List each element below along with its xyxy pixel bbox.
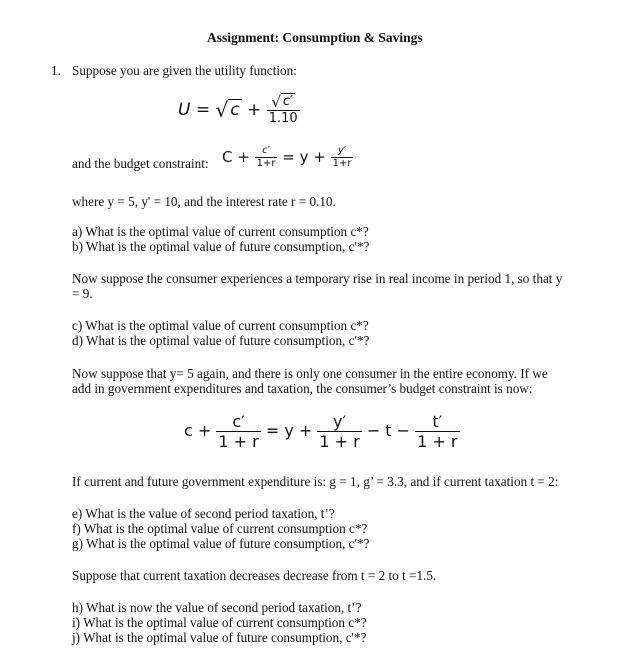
rise-line-1: Now suppose the consumer experiences a temporary rise in real income in period 1, so that y xyxy=(72,271,563,286)
where-text: where y = 5, y' = 10, and the interest rate r = 0.10. xyxy=(72,194,336,209)
question-j: j) What is the optimal value of future consumption, c'*? xyxy=(72,630,367,645)
utility-lhs: U xyxy=(178,100,191,120)
budget2-frac1 xyxy=(216,412,260,451)
budget2-frac2-num: y′ xyxy=(332,412,347,431)
question-a: a) What is the optimal value of current consumption c*? xyxy=(72,224,369,239)
budget-constraint-1 xyxy=(222,145,353,170)
question-i: i) What is the optimal value of current consumption c*? xyxy=(72,615,367,630)
gov-line-2: add in government expenditures and taxation, the consumer’s budget constraint is now: xyxy=(72,381,533,396)
question-g: g) What is the optimal value of future consumption, c'*? xyxy=(72,536,370,551)
page-title: Assignment: Consumption & Savings xyxy=(207,30,423,45)
budget2-frac3 xyxy=(415,412,459,451)
utility-plus: + xyxy=(247,100,262,120)
sqrt-symbol: √ xyxy=(215,98,229,122)
sqrt-c-body: c xyxy=(230,100,240,120)
question-intro: Suppose you are given the utility function: xyxy=(72,63,297,78)
budget1-frac1 xyxy=(255,145,278,170)
gov-values: If current and future government expenditure is: g = 1, g’ = 3.3, and if current taxation t = 2: xyxy=(72,474,559,489)
budget2-frac3-num: t′ xyxy=(432,412,443,431)
budget2-frac2-den: 1 + r xyxy=(319,432,360,451)
budget1-frac2 xyxy=(331,145,354,170)
budget1-frac1-num: c′ xyxy=(262,145,270,156)
budget1-frac2-den: 1+r xyxy=(332,158,352,169)
budget-constraint-2 xyxy=(184,412,460,451)
gov-line-1: Now suppose that y= 5 again, and there is only one consumer in the entire economy. If we xyxy=(72,366,548,381)
budget1-c: C + xyxy=(222,148,250,166)
question-e: e) What is the value of second period taxation, t’? xyxy=(72,506,335,521)
budget-label: and the budget constraint: xyxy=(72,156,209,171)
budget2-frac1-den: 1 + r xyxy=(218,432,259,451)
budget2-frac1-num: c′ xyxy=(232,412,245,431)
sqrt-symbol-2: √ xyxy=(271,93,281,111)
tax-change: Suppose that current taxation decreases decrease from t = 2 to t =1.5. xyxy=(72,568,437,583)
utility-function xyxy=(178,94,300,126)
question-h: h) What is now the value of second period taxation, t’? xyxy=(72,600,362,615)
rise-line-2: = 9. xyxy=(72,286,93,301)
utility-frac-den: 1.10 xyxy=(268,111,298,126)
question-number: 1. xyxy=(51,63,61,78)
budget2-mid: = y + xyxy=(265,421,313,440)
question-d: d) What is the optimal value of future consumption, c'*? xyxy=(72,333,370,348)
utility-equals: = xyxy=(195,100,211,120)
budget2-minus: − t − xyxy=(366,421,411,440)
utility-frac-num xyxy=(267,94,300,110)
budget2-frac2 xyxy=(317,412,361,451)
budget1-frac1-den: 1+r xyxy=(256,158,276,169)
sqrt-cprime-body: c′ xyxy=(282,94,293,109)
budget1-mid: = y + xyxy=(282,148,326,166)
budget1-frac2-num: y′ xyxy=(337,145,347,156)
question-b: b) What is the optimal value of future consumption, c'*? xyxy=(72,239,370,254)
sqrt-c xyxy=(216,99,242,121)
question-f: f) What is the optimal value of current consumption c*? xyxy=(72,521,368,536)
utility-fraction xyxy=(267,94,300,126)
budget2-frac3-den: 1 + r xyxy=(417,432,458,451)
question-c: c) What is the optimal value of current consumption c*? xyxy=(72,318,369,333)
budget2-c: c + xyxy=(184,421,212,440)
